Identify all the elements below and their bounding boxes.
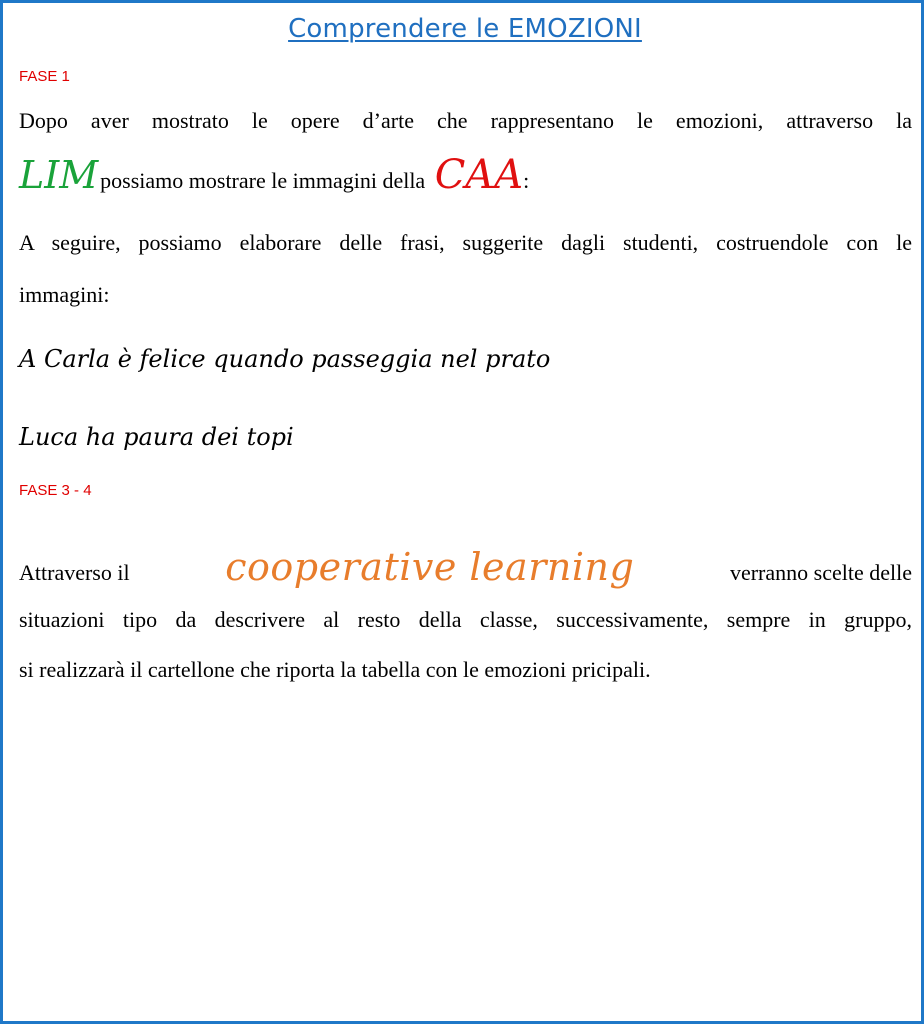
- cooperative-learning-keyword: cooperative learning: [225, 545, 635, 589]
- cooperative-line-3: si realizzarà il cartellone che riporta la tabella con le emozioni pricipali.: [19, 657, 651, 682]
- intro-line-1-text: Dopo aver mostrato le opere d’arte che rappresentano le emozioni, attraverso la: [19, 108, 912, 133]
- phase-3-4-label: FASE 3 - 4: [19, 482, 92, 499]
- phase-1-label: FASE 1: [19, 68, 70, 85]
- intro-line-2-colon: :: [523, 168, 530, 193]
- paragraph-sentences-intro: [19, 217, 912, 321]
- cooperative-before-text: Attraverso il: [19, 560, 130, 585]
- sentences-intro-line-2: immagini:: [19, 282, 110, 307]
- page-title: Comprendere le EMOZIONI: [288, 14, 642, 44]
- cooperative-after-text: verranno scelte delle: [729, 560, 912, 585]
- paragraph-cooperative-line-2: [19, 595, 912, 645]
- cooperative-line-2: situazioni tipo da descrivere al resto della classe, successivamente, sempre in gruppo,: [19, 607, 912, 632]
- paragraph-intro: [19, 95, 912, 209]
- example-sentence-2: Luca ha paura dei topi: [19, 423, 294, 451]
- paragraph-intro-line-2: [19, 147, 912, 209]
- paragraph-cooperative: [19, 539, 912, 695]
- lim-keyword: LIM: [19, 153, 99, 197]
- intro-line-2-text: possiamo mostrare le immagini della: [100, 168, 426, 193]
- paragraph-cooperative-line-1: [19, 539, 912, 595]
- paragraph-sentences-line-2: [19, 269, 912, 321]
- sentences-intro-line-1: A seguire, possiamo elaborare delle frasi, suggerite dagli studenti, costruendole con le: [19, 230, 912, 255]
- example-sentence-1: A Carla è felice quando passeggia nel prato: [19, 345, 551, 373]
- paragraph-sentences-line-1: [19, 217, 912, 269]
- paragraph-intro-line-1: [19, 95, 912, 147]
- caa-keyword: CAA: [434, 152, 524, 198]
- paragraph-cooperative-line-3: [19, 645, 912, 695]
